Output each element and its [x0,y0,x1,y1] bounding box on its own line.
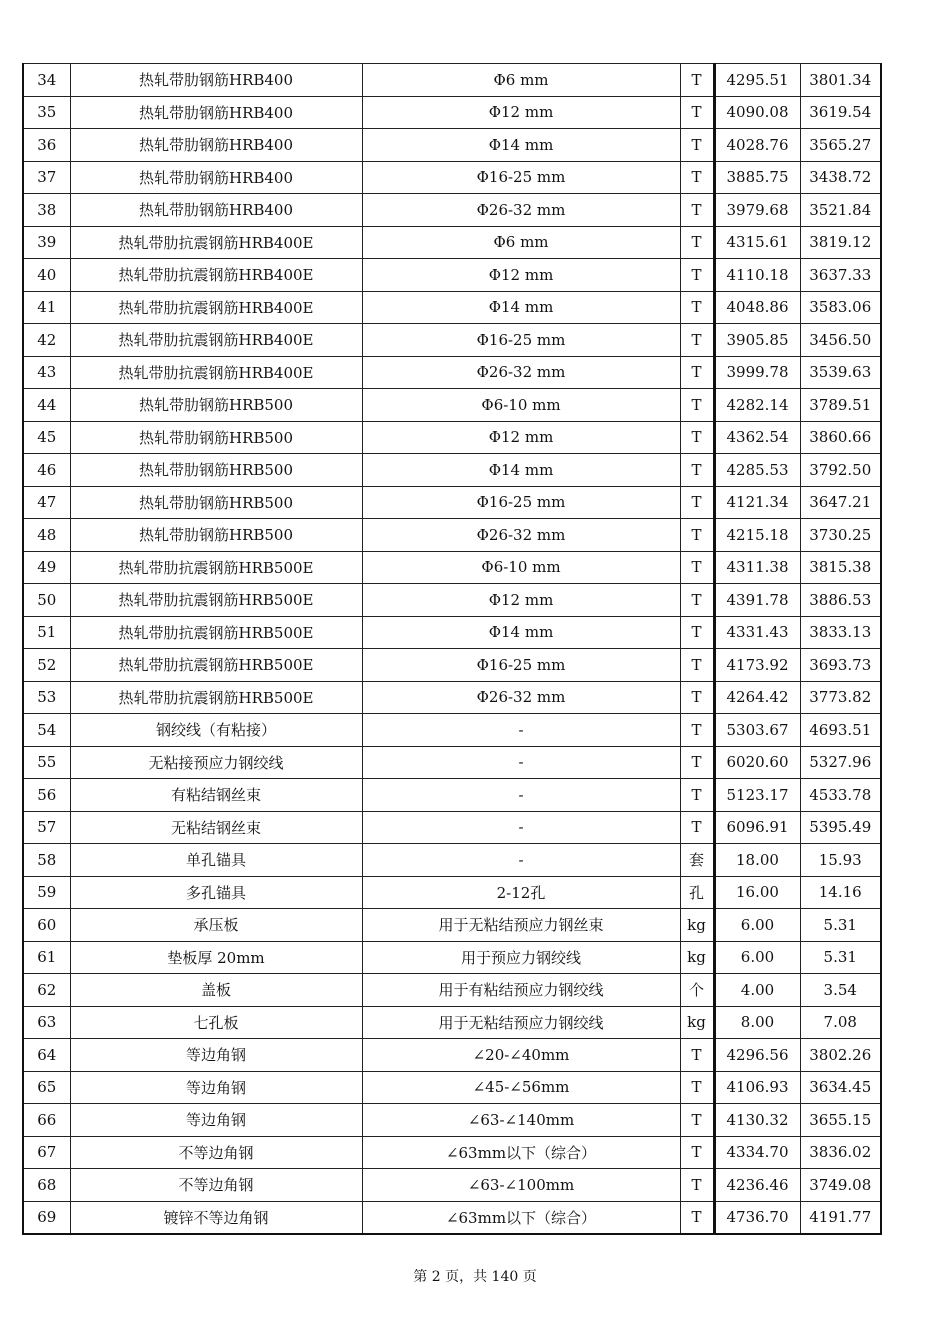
item-price-cell: 3456.50 [800,324,881,357]
item-number-cell: 57 [23,811,70,844]
item-name-cell: 热轧带肋抗震钢筋HRB400E [70,324,362,357]
table-row [23,1201,881,1234]
item-spec-cell: Φ26-32 mm [362,519,680,552]
item-name-cell: 热轧带肋钢筋HRB500 [70,519,362,552]
item-price-tax-cell: 4106.93 [714,1071,800,1104]
item-name-cell: 承压板 [70,909,362,942]
item-unit-cell: T [680,486,714,519]
item-price-cell: 3647.21 [800,486,881,519]
item-price-tax-cell: 6020.60 [714,746,800,779]
item-price-tax-cell: 4173.92 [714,649,800,682]
item-price-cell: 4533.78 [800,779,881,812]
item-spec-cell: Φ14 mm [362,129,680,162]
item-price-cell: 3802.26 [800,1039,881,1072]
table-row [23,1136,881,1169]
table-row [23,1071,881,1104]
item-number-cell: 47 [23,486,70,519]
table-row [23,844,881,877]
item-spec-cell: Φ26-32 mm [362,194,680,227]
item-price-tax-cell: 4048.86 [714,291,800,324]
item-spec-cell: Φ16-25 mm [362,161,680,194]
table-row [23,519,881,552]
item-name-cell: 垫板厚 20mm [70,941,362,974]
item-price-tax-cell: 3905.85 [714,324,800,357]
item-price-tax-cell: 6096.91 [714,811,800,844]
item-price-cell: 3565.27 [800,129,881,162]
item-price-cell: 4693.51 [800,714,881,747]
item-price-cell: 3773.82 [800,681,881,714]
item-price-cell: 3819.12 [800,226,881,259]
item-unit-cell: 套 [680,844,714,877]
item-price-tax-cell: 4736.70 [714,1201,800,1234]
table-row [23,616,881,649]
item-price-cell: 4191.77 [800,1201,881,1234]
table-row [23,909,881,942]
item-number-cell: 44 [23,389,70,422]
item-spec-cell: Φ12 mm [362,96,680,129]
item-price-tax-cell: 4130.32 [714,1104,800,1137]
item-number-cell: 67 [23,1136,70,1169]
item-name-cell: 等边角钢 [70,1071,362,1104]
item-unit-cell: T [680,291,714,324]
item-spec-cell: Φ6 mm [362,226,680,259]
item-unit-cell: T [680,454,714,487]
table-row [23,649,881,682]
item-spec-cell: Φ16-25 mm [362,649,680,682]
item-name-cell: 热轧带肋抗震钢筋HRB500E [70,649,362,682]
item-price-tax-cell: 4.00 [714,974,800,1007]
table-row [23,389,881,422]
price-table [22,63,882,1235]
item-unit-cell: T [680,714,714,747]
item-spec-cell: Φ6-10 mm [362,389,680,422]
item-price-cell: 3792.50 [800,454,881,487]
item-price-cell: 3749.08 [800,1169,881,1202]
item-price-tax-cell: 4264.42 [714,681,800,714]
item-price-tax-cell: 4282.14 [714,389,800,422]
item-price-cell: 3833.13 [800,616,881,649]
item-price-cell: 3886.53 [800,584,881,617]
item-unit-cell: T [680,1136,714,1169]
item-name-cell: 等边角钢 [70,1104,362,1137]
item-price-tax-cell: 3885.75 [714,161,800,194]
item-unit-cell: T [680,746,714,779]
item-price-tax-cell: 4285.53 [714,454,800,487]
item-number-cell: 63 [23,1006,70,1039]
item-unit-cell: T [680,584,714,617]
table-row [23,129,881,162]
item-name-cell: 无粘接预应力钢绞线 [70,746,362,779]
item-price-cell: 5327.96 [800,746,881,779]
item-price-tax-cell: 4334.70 [714,1136,800,1169]
item-price-cell: 3815.38 [800,551,881,584]
item-name-cell: 盖板 [70,974,362,1007]
item-price-cell: 3655.15 [800,1104,881,1137]
item-number-cell: 54 [23,714,70,747]
item-price-tax-cell: 5303.67 [714,714,800,747]
item-name-cell: 热轧带肋钢筋HRB400 [70,96,362,129]
item-price-cell: 3730.25 [800,519,881,552]
table-row [23,681,881,714]
item-number-cell: 55 [23,746,70,779]
table-row [23,876,881,909]
table-row [23,226,881,259]
item-name-cell: 七孔板 [70,1006,362,1039]
item-spec-cell: 用于预应力钢绞线 [362,941,680,974]
item-name-cell: 热轧带肋抗震钢筋HRB400E [70,226,362,259]
item-unit-cell: T [680,389,714,422]
item-number-cell: 35 [23,96,70,129]
item-price-tax-cell: 4236.46 [714,1169,800,1202]
item-spec-cell: Φ12 mm [362,259,680,292]
item-name-cell: 热轧带肋钢筋HRB400 [70,194,362,227]
item-number-cell: 61 [23,941,70,974]
item-price-cell: 3789.51 [800,389,881,422]
item-unit-cell: T [680,681,714,714]
item-price-tax-cell: 4391.78 [714,584,800,617]
item-spec-cell: ∠45-∠56mm [362,1071,680,1104]
table-row [23,259,881,292]
item-name-cell: 热轧带肋钢筋HRB400 [70,161,362,194]
item-spec-cell: ∠63mm以下（综合） [362,1136,680,1169]
item-spec-cell: Φ12 mm [362,421,680,454]
item-name-cell: 不等边角钢 [70,1169,362,1202]
table-row [23,584,881,617]
item-price-tax-cell: 4121.34 [714,486,800,519]
item-unit-cell: T [680,129,714,162]
item-price-tax-cell: 4331.43 [714,616,800,649]
item-name-cell: 热轧带肋抗震钢筋HRB500E [70,616,362,649]
item-spec-cell: - [362,746,680,779]
table-row [23,356,881,389]
item-price-tax-cell: 4311.38 [714,551,800,584]
item-name-cell: 不等边角钢 [70,1136,362,1169]
table-row [23,194,881,227]
item-number-cell: 42 [23,324,70,357]
item-number-cell: 45 [23,421,70,454]
page-footer: 第 2 页，共 140 页 [413,1269,537,1285]
item-unit-cell: T [680,324,714,357]
table-row [23,1169,881,1202]
item-price-cell: 3836.02 [800,1136,881,1169]
item-price-tax-cell: 4215.18 [714,519,800,552]
item-spec-cell: Φ12 mm [362,584,680,617]
item-spec-cell: ∠63-∠100mm [362,1169,680,1202]
item-price-cell: 3438.72 [800,161,881,194]
item-unit-cell: T [680,616,714,649]
item-spec-cell: Φ6-10 mm [362,551,680,584]
item-price-tax-cell: 4315.61 [714,226,800,259]
item-price-tax-cell: 18.00 [714,844,800,877]
table-row [23,1104,881,1137]
item-name-cell: 单孔锚具 [70,844,362,877]
item-unit-cell: T [680,64,714,97]
item-spec-cell: Φ14 mm [362,616,680,649]
item-price-tax-cell: 4296.56 [714,1039,800,1072]
item-price-tax-cell: 3979.68 [714,194,800,227]
item-price-tax-cell: 6.00 [714,941,800,974]
item-unit-cell: T [680,1201,714,1234]
item-number-cell: 37 [23,161,70,194]
item-number-cell: 59 [23,876,70,909]
item-name-cell: 热轧带肋钢筋HRB500 [70,486,362,519]
item-number-cell: 51 [23,616,70,649]
table-row [23,96,881,129]
item-spec-cell: - [362,779,680,812]
item-price-cell: 3693.73 [800,649,881,682]
item-price-cell: 3521.84 [800,194,881,227]
item-name-cell: 钢绞线（有粘接） [70,714,362,747]
item-number-cell: 62 [23,974,70,1007]
table-row [23,941,881,974]
price-table-body [23,64,881,1235]
item-unit-cell: T [680,356,714,389]
item-unit-cell: T [680,519,714,552]
item-number-cell: 46 [23,454,70,487]
item-name-cell: 无粘结钢丝束 [70,811,362,844]
item-unit-cell: 孔 [680,876,714,909]
table-row [23,1006,881,1039]
item-spec-cell: 用于无粘结预应力钢绞线 [362,1006,680,1039]
item-price-tax-cell: 6.00 [714,909,800,942]
item-name-cell: 热轧带肋抗震钢筋HRB500E [70,551,362,584]
item-price-cell: 3539.63 [800,356,881,389]
item-unit-cell: T [680,1104,714,1137]
item-name-cell: 热轧带肋钢筋HRB500 [70,421,362,454]
item-price-cell: 14.16 [800,876,881,909]
item-spec-cell: 2-12孔 [362,876,680,909]
item-price-cell: 3583.06 [800,291,881,324]
table-row [23,64,881,97]
table-row [23,746,881,779]
item-price-cell: 3.54 [800,974,881,1007]
item-spec-cell: Φ16-25 mm [362,486,680,519]
table-row [23,324,881,357]
item-unit-cell: T [680,1071,714,1104]
item-name-cell: 热轧带肋抗震钢筋HRB400E [70,259,362,292]
item-name-cell: 热轧带肋钢筋HRB500 [70,389,362,422]
item-price-tax-cell: 5123.17 [714,779,800,812]
item-number-cell: 36 [23,129,70,162]
table-row [23,714,881,747]
item-name-cell: 镀锌不等边角钢 [70,1201,362,1234]
item-unit-cell: T [680,1169,714,1202]
item-unit-cell: T [680,649,714,682]
item-spec-cell: 用于无粘结预应力钢丝束 [362,909,680,942]
item-price-cell: 3801.34 [800,64,881,97]
item-number-cell: 66 [23,1104,70,1137]
item-spec-cell: Φ26-32 mm [362,356,680,389]
item-price-cell: 3860.66 [800,421,881,454]
item-number-cell: 49 [23,551,70,584]
item-unit-cell: T [680,194,714,227]
item-unit-cell: T [680,1039,714,1072]
item-price-cell: 3619.54 [800,96,881,129]
item-price-cell: 15.93 [800,844,881,877]
item-price-cell: 5395.49 [800,811,881,844]
item-number-cell: 41 [23,291,70,324]
item-price-cell: 3637.33 [800,259,881,292]
item-name-cell: 热轧带肋钢筋HRB400 [70,64,362,97]
item-price-tax-cell: 16.00 [714,876,800,909]
item-number-cell: 40 [23,259,70,292]
item-spec-cell: - [362,844,680,877]
table-row [23,779,881,812]
item-name-cell: 热轧带肋抗震钢筋HRB400E [70,291,362,324]
item-spec-cell: - [362,714,680,747]
item-number-cell: 65 [23,1071,70,1104]
item-spec-cell: Φ6 mm [362,64,680,97]
item-name-cell: 热轧带肋抗震钢筋HRB500E [70,681,362,714]
table-row [23,421,881,454]
item-number-cell: 58 [23,844,70,877]
item-price-tax-cell: 4090.08 [714,96,800,129]
item-price-tax-cell: 4110.18 [714,259,800,292]
item-spec-cell: ∠20-∠40mm [362,1039,680,1072]
item-number-cell: 48 [23,519,70,552]
item-price-tax-cell: 4362.54 [714,421,800,454]
table-row [23,291,881,324]
item-price-tax-cell: 4295.51 [714,64,800,97]
item-number-cell: 64 [23,1039,70,1072]
item-spec-cell: Φ26-32 mm [362,681,680,714]
item-number-cell: 68 [23,1169,70,1202]
item-unit-cell: T [680,161,714,194]
item-price-cell: 7.08 [800,1006,881,1039]
item-name-cell: 热轧带肋钢筋HRB400 [70,129,362,162]
item-unit-cell: 个 [680,974,714,1007]
item-price-tax-cell: 4028.76 [714,129,800,162]
item-unit-cell: kg [680,1006,714,1039]
item-number-cell: 38 [23,194,70,227]
item-spec-cell: - [362,811,680,844]
item-number-cell: 60 [23,909,70,942]
item-number-cell: 53 [23,681,70,714]
item-price-cell: 5.31 [800,941,881,974]
item-name-cell: 热轧带肋抗震钢筋HRB400E [70,356,362,389]
table-row [23,454,881,487]
item-number-cell: 69 [23,1201,70,1234]
item-spec-cell: Φ14 mm [362,291,680,324]
item-unit-cell: kg [680,941,714,974]
item-number-cell: 50 [23,584,70,617]
item-price-cell: 5.31 [800,909,881,942]
table-row [23,486,881,519]
item-price-tax-cell: 8.00 [714,1006,800,1039]
item-number-cell: 43 [23,356,70,389]
item-unit-cell: T [680,779,714,812]
table-row [23,1039,881,1072]
item-number-cell: 39 [23,226,70,259]
item-name-cell: 有粘结钢丝束 [70,779,362,812]
item-name-cell: 热轧带肋钢筋HRB500 [70,454,362,487]
table-row [23,811,881,844]
item-name-cell: 热轧带肋抗震钢筋HRB500E [70,584,362,617]
item-unit-cell: T [680,259,714,292]
table-row [23,551,881,584]
item-name-cell: 等边角钢 [70,1039,362,1072]
item-price-cell: 3634.45 [800,1071,881,1104]
item-spec-cell: Φ16-25 mm [362,324,680,357]
item-spec-cell: ∠63mm以下（综合） [362,1201,680,1234]
item-name-cell: 多孔锚具 [70,876,362,909]
item-unit-cell: T [680,551,714,584]
table-row [23,161,881,194]
item-unit-cell: kg [680,909,714,942]
item-unit-cell: T [680,811,714,844]
item-spec-cell: 用于有粘结预应力钢绞线 [362,974,680,1007]
item-price-tax-cell: 3999.78 [714,356,800,389]
item-number-cell: 52 [23,649,70,682]
item-number-cell: 34 [23,64,70,97]
item-spec-cell: ∠63-∠140mm [362,1104,680,1137]
item-spec-cell: Φ14 mm [362,454,680,487]
item-number-cell: 56 [23,779,70,812]
item-unit-cell: T [680,96,714,129]
item-unit-cell: T [680,226,714,259]
item-unit-cell: T [680,421,714,454]
table-row [23,974,881,1007]
